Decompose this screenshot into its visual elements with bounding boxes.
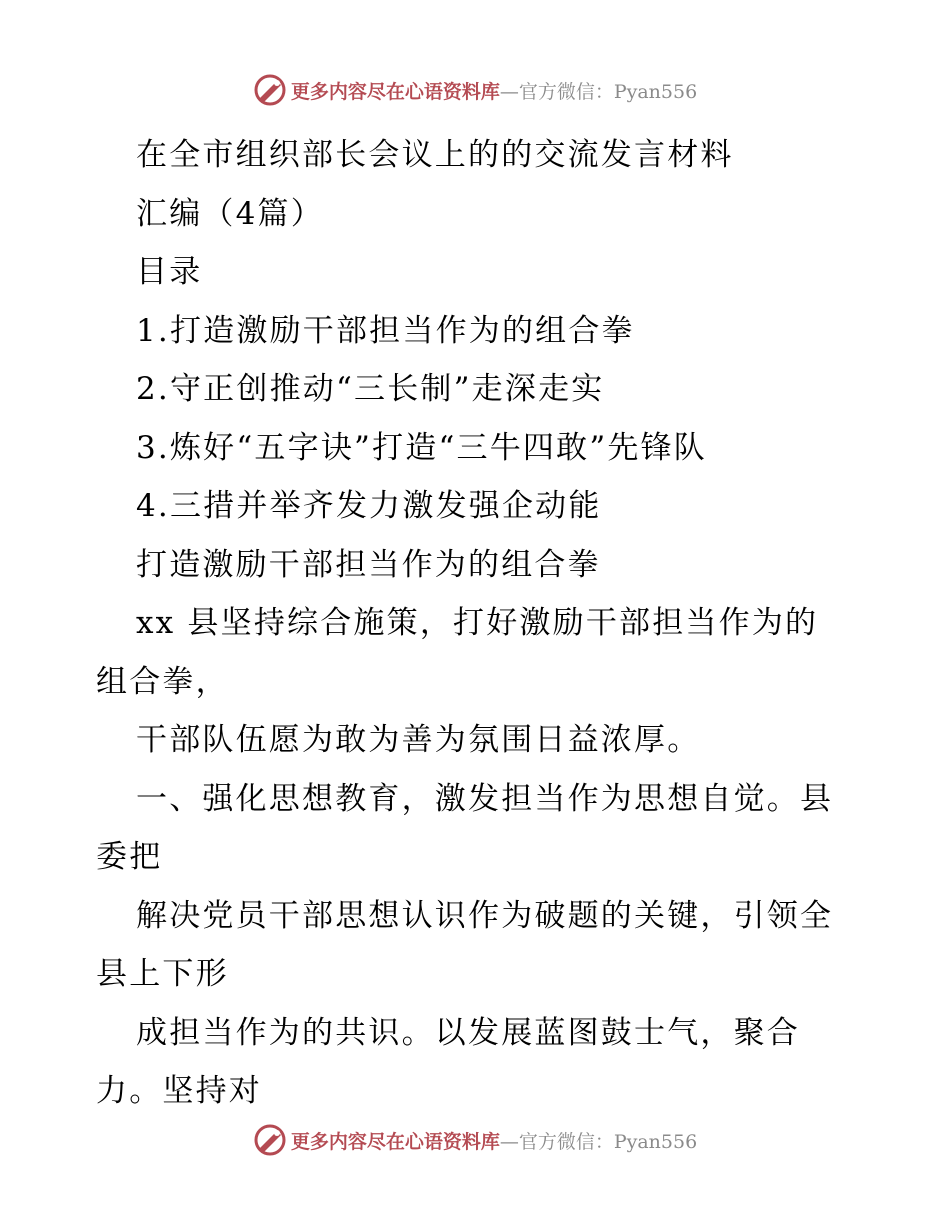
text-line: 3.炼好“五字诀”打造“三牛四敢”先锋队 — [136, 429, 707, 466]
text-line: 汇编（4篇） — [136, 195, 324, 232]
text-line: 县上下形 — [96, 956, 229, 992]
watermark-wechat: 官方微信：Pyan556 — [518, 80, 698, 103]
text-line: 目录 — [136, 254, 203, 290]
watermark-text — [291, 1127, 697, 1154]
text-line: 2.守正创推动“三长制”走深走实 — [136, 371, 605, 407]
watermark-brand: 更多内容尽在心语资料库 — [290, 80, 500, 103]
text-line: 组合拳， — [96, 663, 229, 700]
watermark-dash: — — [499, 1130, 519, 1153]
text-line: xx 县坚持综合施策，打好激励干部担当作为的 — [136, 605, 819, 641]
text-line: 解决党员干部思想认识作为破题的关键，引领全 — [136, 897, 834, 934]
pen-logo-icon — [253, 73, 287, 107]
watermark-wechat: 官方微信：Pyan556 — [518, 1130, 698, 1153]
watermark-text — [291, 77, 697, 104]
text-line: 成担当作为的共识。以发展蓝图鼓士气，聚合 — [136, 1014, 800, 1051]
text-line: 一、强化思想教育，激发担当作为思想自觉。县 — [136, 780, 834, 817]
watermark-brand: 更多内容尽在心语资料库 — [290, 1130, 500, 1153]
text-line: 力。坚持对 — [96, 1073, 262, 1109]
text-line: 打造激励干部担当作为的组合拳 — [136, 546, 601, 583]
text-line: 委把 — [96, 839, 163, 875]
text-line: 干部队伍愿为敢为善为氛围日益浓厚。 — [136, 722, 701, 758]
text-line: 1.打造激励干部担当作为的组合拳 — [136, 312, 635, 349]
footer-watermark-banner — [0, 1122, 950, 1158]
header-watermark-banner — [0, 72, 950, 108]
pen-logo-icon — [253, 1123, 287, 1157]
document-body — [96, 126, 856, 1121]
text-line: 4.三措并举齐发力激发强企动能 — [136, 488, 602, 524]
watermark-dash: — — [499, 80, 519, 103]
text-line: 在全市组织部长会议上的的交流发言材料 — [136, 137, 734, 173]
